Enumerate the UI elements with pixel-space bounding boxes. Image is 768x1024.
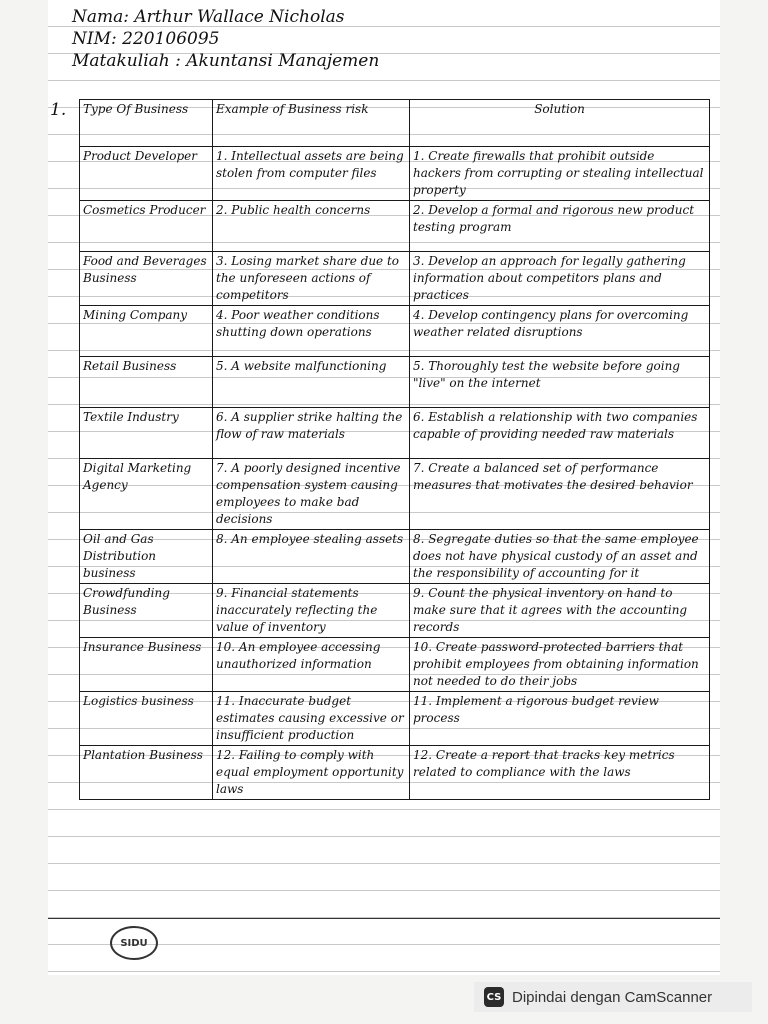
risk-example-cell: 9. Financial statements inaccurately reflecting the value of inventory	[213, 584, 410, 638]
table-row	[80, 530, 710, 584]
solution-cell: 11. Implement a rigorous budget review process	[410, 692, 710, 746]
table-row	[80, 692, 710, 746]
table-row	[80, 408, 710, 459]
risk-example-cell: 3. Losing market share due to the unforeseen actions of competitors	[213, 252, 410, 306]
header-type-of-business: Type Of Business	[80, 100, 213, 147]
risk-example-cell: 7. A poorly designed incentive compensation system causing employees to make bad decisions	[213, 459, 410, 530]
solution-cell: 9. Count the physical inventory on hand to make sure that it agrees with the accounting records	[410, 584, 710, 638]
camscanner-text: Dipindai dengan CamScanner	[512, 988, 713, 1006]
solution-cell: 8. Segregate duties so that the same employee does not have physical custody of an asset and the responsibility of accounting for it	[410, 530, 710, 584]
business-type-cell: Food and Beverages Business	[80, 252, 213, 306]
camscanner-watermark	[474, 982, 752, 1012]
risk-example-cell: 2. Public health concerns	[213, 201, 410, 252]
risk-example-cell: 1. Intellectual assets are being stolen from computer files	[213, 147, 410, 201]
solution-cell: 6. Establish a relationship with two companies capable of providing needed raw materials	[410, 408, 710, 459]
business-type-cell: Insurance Business	[80, 638, 213, 692]
student-nim: NIM: 220106095	[72, 29, 220, 49]
table-header-row	[80, 100, 710, 147]
business-type-cell: Product Developer	[80, 147, 213, 201]
table-row	[80, 201, 710, 252]
solution-cell: 2. Develop a formal and rigorous new product testing program	[410, 201, 710, 252]
business-type-cell: Cosmetics Producer	[80, 201, 213, 252]
business-type-cell: Mining Company	[80, 306, 213, 357]
business-risk-table	[79, 99, 710, 800]
solution-cell: 10. Create password-protected barriers that prohibit employees from obtaining information not needed to do their jobs	[410, 638, 710, 692]
logo-text: SIDU	[120, 937, 148, 949]
risk-example-cell: 6. A supplier strike halting the flow of raw materials	[213, 408, 410, 459]
business-type-cell: Crowdfunding Business	[80, 584, 213, 638]
student-header	[72, 6, 592, 72]
business-type-cell: Digital Marketing Agency	[80, 459, 213, 530]
table-row	[80, 459, 710, 530]
table-row	[80, 638, 710, 692]
page-divider	[48, 918, 720, 919]
solution-cell: 12. Create a report that tracks key metrics related to compliance with the laws	[410, 746, 710, 800]
risk-example-cell: 5. A website malfunctioning	[213, 357, 410, 408]
risk-example-cell: 12. Failing to comply with equal employment opportunity laws	[213, 746, 410, 800]
business-type-cell: Plantation Business	[80, 746, 213, 800]
risk-example-cell: 10. An employee accessing unauthorized information	[213, 638, 410, 692]
university-logo	[110, 926, 158, 960]
business-type-cell: Retail Business	[80, 357, 213, 408]
header-solution: Solution	[410, 100, 710, 147]
risk-example-cell: 8. An employee stealing assets	[213, 530, 410, 584]
solution-cell: 4. Develop contingency plans for overcoming weather related disruptions	[410, 306, 710, 357]
course-name: Matakuliah : Akuntansi Manajemen	[72, 51, 380, 71]
solution-cell: 3. Develop an approach for legally gathering information about competitors plans and practices	[410, 252, 710, 306]
question-number: 1.	[50, 100, 67, 120]
table-row	[80, 306, 710, 357]
header-example-risk: Example of Business risk	[213, 100, 410, 147]
solution-cell: 1. Create firewalls that prohibit outside hackers from corrupting or stealing intellectual property	[410, 147, 710, 201]
solution-cell: 7. Create a balanced set of performance measures that motivates the desired behavior	[410, 459, 710, 530]
table-row	[80, 746, 710, 800]
business-type-cell: Logistics business	[80, 692, 213, 746]
risk-example-cell: 11. Inaccurate budget estimates causing excessive or insufficient production	[213, 692, 410, 746]
table-row	[80, 252, 710, 306]
business-type-cell: Oil and Gas Distribution business	[80, 530, 213, 584]
table-row	[80, 147, 710, 201]
camscanner-icon: CS	[484, 987, 504, 1007]
solution-cell: 5. Thoroughly test the website before going "live" on the internet	[410, 357, 710, 408]
table-row	[80, 357, 710, 408]
table-row	[80, 584, 710, 638]
student-name: Nama: Arthur Wallace Nicholas	[72, 7, 345, 27]
business-type-cell: Textile Industry	[80, 408, 213, 459]
risk-example-cell: 4. Poor weather conditions shutting down operations	[213, 306, 410, 357]
